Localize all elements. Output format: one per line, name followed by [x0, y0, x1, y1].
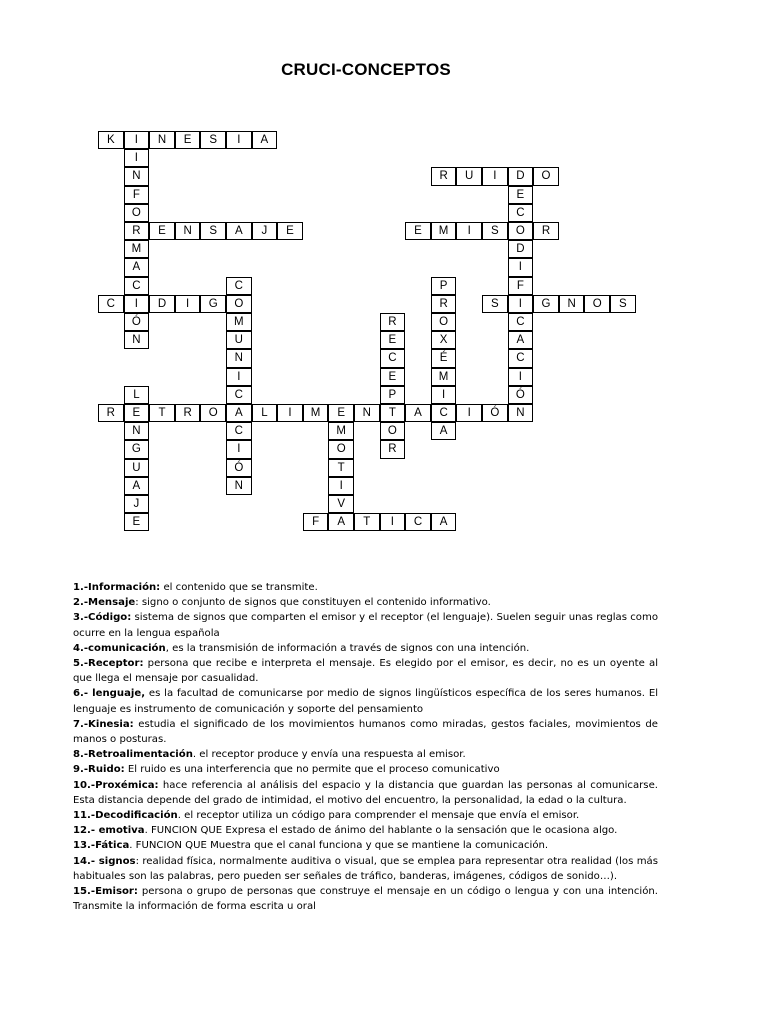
- crossword-cell: A: [431, 513, 457, 531]
- page-title: CRUCI-CONCEPTOS: [281, 60, 451, 79]
- crossword-cell: Ó: [124, 313, 150, 331]
- definition-term: 5.-Receptor:: [73, 658, 144, 670]
- crossword-cell: R: [98, 404, 124, 422]
- definition-text: hace referencia al análisis del espacio y la distancia que guardan las personas al comunicarse. Esta distancia depende del grado de intimidad, el motivo del encuentro, la personalidad, la edad o la cultura.: [73, 779, 658, 806]
- crossword-cell: C: [508, 313, 534, 331]
- crossword-cell: N: [124, 331, 150, 349]
- definition-term: 12.- emotiva: [73, 825, 145, 837]
- crossword-cell: T: [328, 459, 354, 477]
- definition-term: 4.-comunicación: [73, 642, 166, 654]
- crossword-cell: G: [533, 295, 559, 313]
- crossword-cell: E: [175, 131, 201, 149]
- crossword-cell: M: [303, 404, 329, 422]
- crossword-cell: I: [124, 149, 150, 167]
- crossword-cell: I: [456, 222, 482, 240]
- definition-text: sistema de signos que comparten el emisor y el receptor (el lenguaje). Suelen seguir unas reglas como ocurre en la lengua española: [73, 612, 658, 639]
- crossword-cell: X: [431, 331, 457, 349]
- definition-text: persona o grupo de personas que construye el mensaje en un código o lengua y con una intención. Transmite la información de forma escrita u oral: [73, 886, 658, 913]
- crossword-cell: N: [226, 349, 252, 367]
- crossword-cell: Ó: [508, 386, 534, 404]
- crossword-cell: M: [226, 313, 252, 331]
- crossword-cell: T: [380, 404, 406, 422]
- crossword-cell: C: [431, 404, 457, 422]
- crossword-cell: I: [226, 440, 252, 458]
- definition-item: [73, 641, 658, 656]
- crossword-cell: U: [226, 331, 252, 349]
- definition-text: . FUNCION QUE Expresa el estado de ánimo del hablante o la sensación que le ocasiona algo.: [144, 825, 618, 837]
- crossword-cell: P: [431, 277, 457, 295]
- crossword-cell: E: [124, 513, 150, 531]
- crossword-cell: I: [380, 513, 406, 531]
- crossword-cell: R: [175, 404, 201, 422]
- definition-item: [73, 884, 658, 914]
- crossword-cell: T: [354, 513, 380, 531]
- crossword-cell: N: [149, 131, 175, 149]
- crossword-cell: E: [405, 222, 431, 240]
- definition-term: 14.- signos: [73, 855, 136, 867]
- crossword-cell: N: [124, 422, 150, 440]
- crossword-cell: A: [226, 404, 252, 422]
- crossword-cell: U: [124, 459, 150, 477]
- definition-item: [73, 717, 658, 747]
- crossword-cell: O: [200, 404, 226, 422]
- definition-text: El ruido es una interferencia que no permite que el proceso comunicativo: [124, 764, 500, 776]
- crossword-cell: I: [508, 368, 534, 386]
- crossword-cell: M: [124, 240, 150, 258]
- crossword-cell: O: [533, 167, 559, 185]
- crossword-cell: D: [508, 167, 534, 185]
- crossword-cell: A: [252, 131, 278, 149]
- crossword-cell: I: [124, 131, 150, 149]
- crossword-cell: C: [98, 295, 124, 313]
- crossword-cell: I: [508, 258, 534, 276]
- crossword-cell: E: [149, 222, 175, 240]
- crossword-cell: A: [226, 222, 252, 240]
- crossword-cell: U: [456, 167, 482, 185]
- crossword-cell: K: [98, 131, 124, 149]
- definitions-list: [73, 580, 658, 914]
- definition-item: [73, 580, 658, 595]
- crossword-cell: A: [328, 513, 354, 531]
- crossword-cell: I: [328, 477, 354, 495]
- crossword-cell: A: [405, 404, 431, 422]
- crossword-cell: T: [149, 404, 175, 422]
- definition-term: 11.-Decodificación: [73, 810, 178, 822]
- crossword-cell: S: [482, 222, 508, 240]
- definition-text: es la facultad de comunicarse por medio de signos lingüísticos específica de los seres humanos. El lenguaje es instrumento de comunicación y soporte del pensamiento: [73, 688, 658, 715]
- definition-text: . el receptor utiliza un código para comprender el mensaje que envía el emisor.: [177, 810, 580, 822]
- crossword-cell: S: [200, 131, 226, 149]
- crossword-cell: O: [431, 313, 457, 331]
- crossword-cell: N: [175, 222, 201, 240]
- crossword-cell: E: [328, 404, 354, 422]
- crossword-cell: O: [508, 222, 534, 240]
- definition-text: el contenido que se transmite.: [160, 582, 318, 593]
- crossword-cell: Ó: [482, 404, 508, 422]
- definition-term: 7.-Kinesia:: [73, 718, 134, 730]
- crossword-cell: N: [559, 295, 585, 313]
- crossword-cell: R: [380, 313, 406, 331]
- crossword-cell: R: [124, 222, 150, 240]
- definition-text: persona que recibe e interpreta el mensaje. Es elegido por el emisor, es decir, no es un oyente al que llega el mensaje por casualidad.: [73, 658, 658, 685]
- crossword-cell: F: [303, 513, 329, 531]
- crossword-cell: J: [252, 222, 278, 240]
- crossword-cell: A: [124, 477, 150, 495]
- crossword-cell: F: [508, 277, 534, 295]
- definition-item: [73, 762, 658, 777]
- crossword-cell: S: [610, 295, 636, 313]
- definition-term: 15.-Emisor:: [73, 886, 138, 898]
- crossword-cell: N: [354, 404, 380, 422]
- definition-item: [73, 686, 658, 716]
- crossword-cell: I: [277, 404, 303, 422]
- definition-item: [73, 595, 658, 610]
- crossword-cell: V: [328, 495, 354, 513]
- definition-text: , es la transmisión de información a través de signos con una intención.: [165, 642, 530, 654]
- crossword-cell: C: [405, 513, 431, 531]
- definition-term: 1.-Información:: [73, 582, 161, 593]
- crossword-cell: Ó: [226, 459, 252, 477]
- crossword-cell: I: [456, 404, 482, 422]
- crossword-cell: I: [482, 167, 508, 185]
- crossword-cell: I: [431, 386, 457, 404]
- definition-text: estudia el significado de los movimientos humanos como miradas, gestos faciales, movimientos de manos o posturas.: [73, 718, 658, 746]
- crossword-cell: C: [226, 422, 252, 440]
- crossword-cell: I: [226, 131, 252, 149]
- crossword-cell: A: [431, 422, 457, 440]
- definition-text: . FUNCION QUE Muestra que el canal funciona y que se mantiene la comunicación.: [129, 840, 549, 852]
- crossword-cell: J: [124, 495, 150, 513]
- definition-text: : realidad física, normalmente auditiva o visual, que se emplea para representar otra realidad (los más habituales son las palabras, pero pueden ser señales de tráfico, banderas, imágenes, códigos de sonido…).: [73, 855, 658, 882]
- crossword-cell: A: [508, 331, 534, 349]
- crossword-cell: S: [482, 295, 508, 313]
- crossword-cell: C: [226, 277, 252, 295]
- crossword-cell: I: [175, 295, 201, 313]
- crossword-cell: A: [124, 258, 150, 276]
- crossword-cell: E: [380, 368, 406, 386]
- crossword-cell: S: [200, 222, 226, 240]
- crossword-cell: G: [200, 295, 226, 313]
- definition-item: [73, 610, 658, 640]
- crossword-cell: L: [124, 386, 150, 404]
- crossword-cell: M: [431, 222, 457, 240]
- definition-item: [73, 778, 658, 808]
- definition-term: 10.-Proxémica:: [73, 779, 159, 791]
- definition-item: [73, 838, 658, 853]
- crossword-cell: O: [124, 204, 150, 222]
- definition-term: 9.-Ruido:: [73, 764, 125, 776]
- crossword-cell: D: [149, 295, 175, 313]
- crossword-cell: C: [124, 277, 150, 295]
- definition-text: : signo o conjunto de signos que constituyen el contenido informativo.: [135, 597, 491, 609]
- crossword-cell: E: [277, 222, 303, 240]
- crossword-cell: R: [431, 167, 457, 185]
- crossword-cell: O: [328, 440, 354, 458]
- definition-item: [73, 656, 658, 686]
- crossword-cell: G: [124, 440, 150, 458]
- crossword-cell: N: [508, 404, 534, 422]
- crossword-cell: I: [508, 295, 534, 313]
- crossword-cell: I: [124, 295, 150, 313]
- definition-term: 8.-Retroalimentación: [73, 749, 193, 761]
- crossword-cell: N: [226, 477, 252, 495]
- crossword-cell: M: [431, 368, 457, 386]
- crossword-cell: P: [380, 386, 406, 404]
- definition-item: [73, 854, 658, 884]
- crossword-cell: E: [380, 331, 406, 349]
- crossword-cell: O: [226, 295, 252, 313]
- definition-term: 2.-Mensaje: [73, 597, 136, 609]
- crossword-cell: N: [124, 167, 150, 185]
- crossword-cell: I: [226, 368, 252, 386]
- definition-term: 6.- lenguaje,: [73, 688, 146, 700]
- definition-text: . el receptor produce y envía una respuesta al emisor.: [192, 749, 466, 761]
- crossword-cell: E: [508, 186, 534, 204]
- crossword-cell: F: [124, 186, 150, 204]
- definition-item: [73, 808, 658, 823]
- crossword-cell: R: [533, 222, 559, 240]
- definition-item: [73, 823, 658, 838]
- definition-term: 3.-Código:: [73, 612, 132, 624]
- definition-term: 13.-Fática: [73, 840, 130, 852]
- crossword-cell: É: [431, 349, 457, 367]
- crossword-cell: C: [380, 349, 406, 367]
- definition-item: [73, 747, 658, 762]
- crossword-cell: R: [431, 295, 457, 313]
- crossword-cell: M: [328, 422, 354, 440]
- crossword-cell: C: [226, 386, 252, 404]
- crossword-cell: O: [584, 295, 610, 313]
- crossword-cell: C: [508, 349, 534, 367]
- crossword-cell: D: [508, 240, 534, 258]
- crossword-cell: O: [380, 422, 406, 440]
- crossword-cell: C: [508, 204, 534, 222]
- crossword-cell: E: [124, 404, 150, 422]
- crossword-cell: L: [252, 404, 278, 422]
- crossword-cell: R: [380, 440, 406, 458]
